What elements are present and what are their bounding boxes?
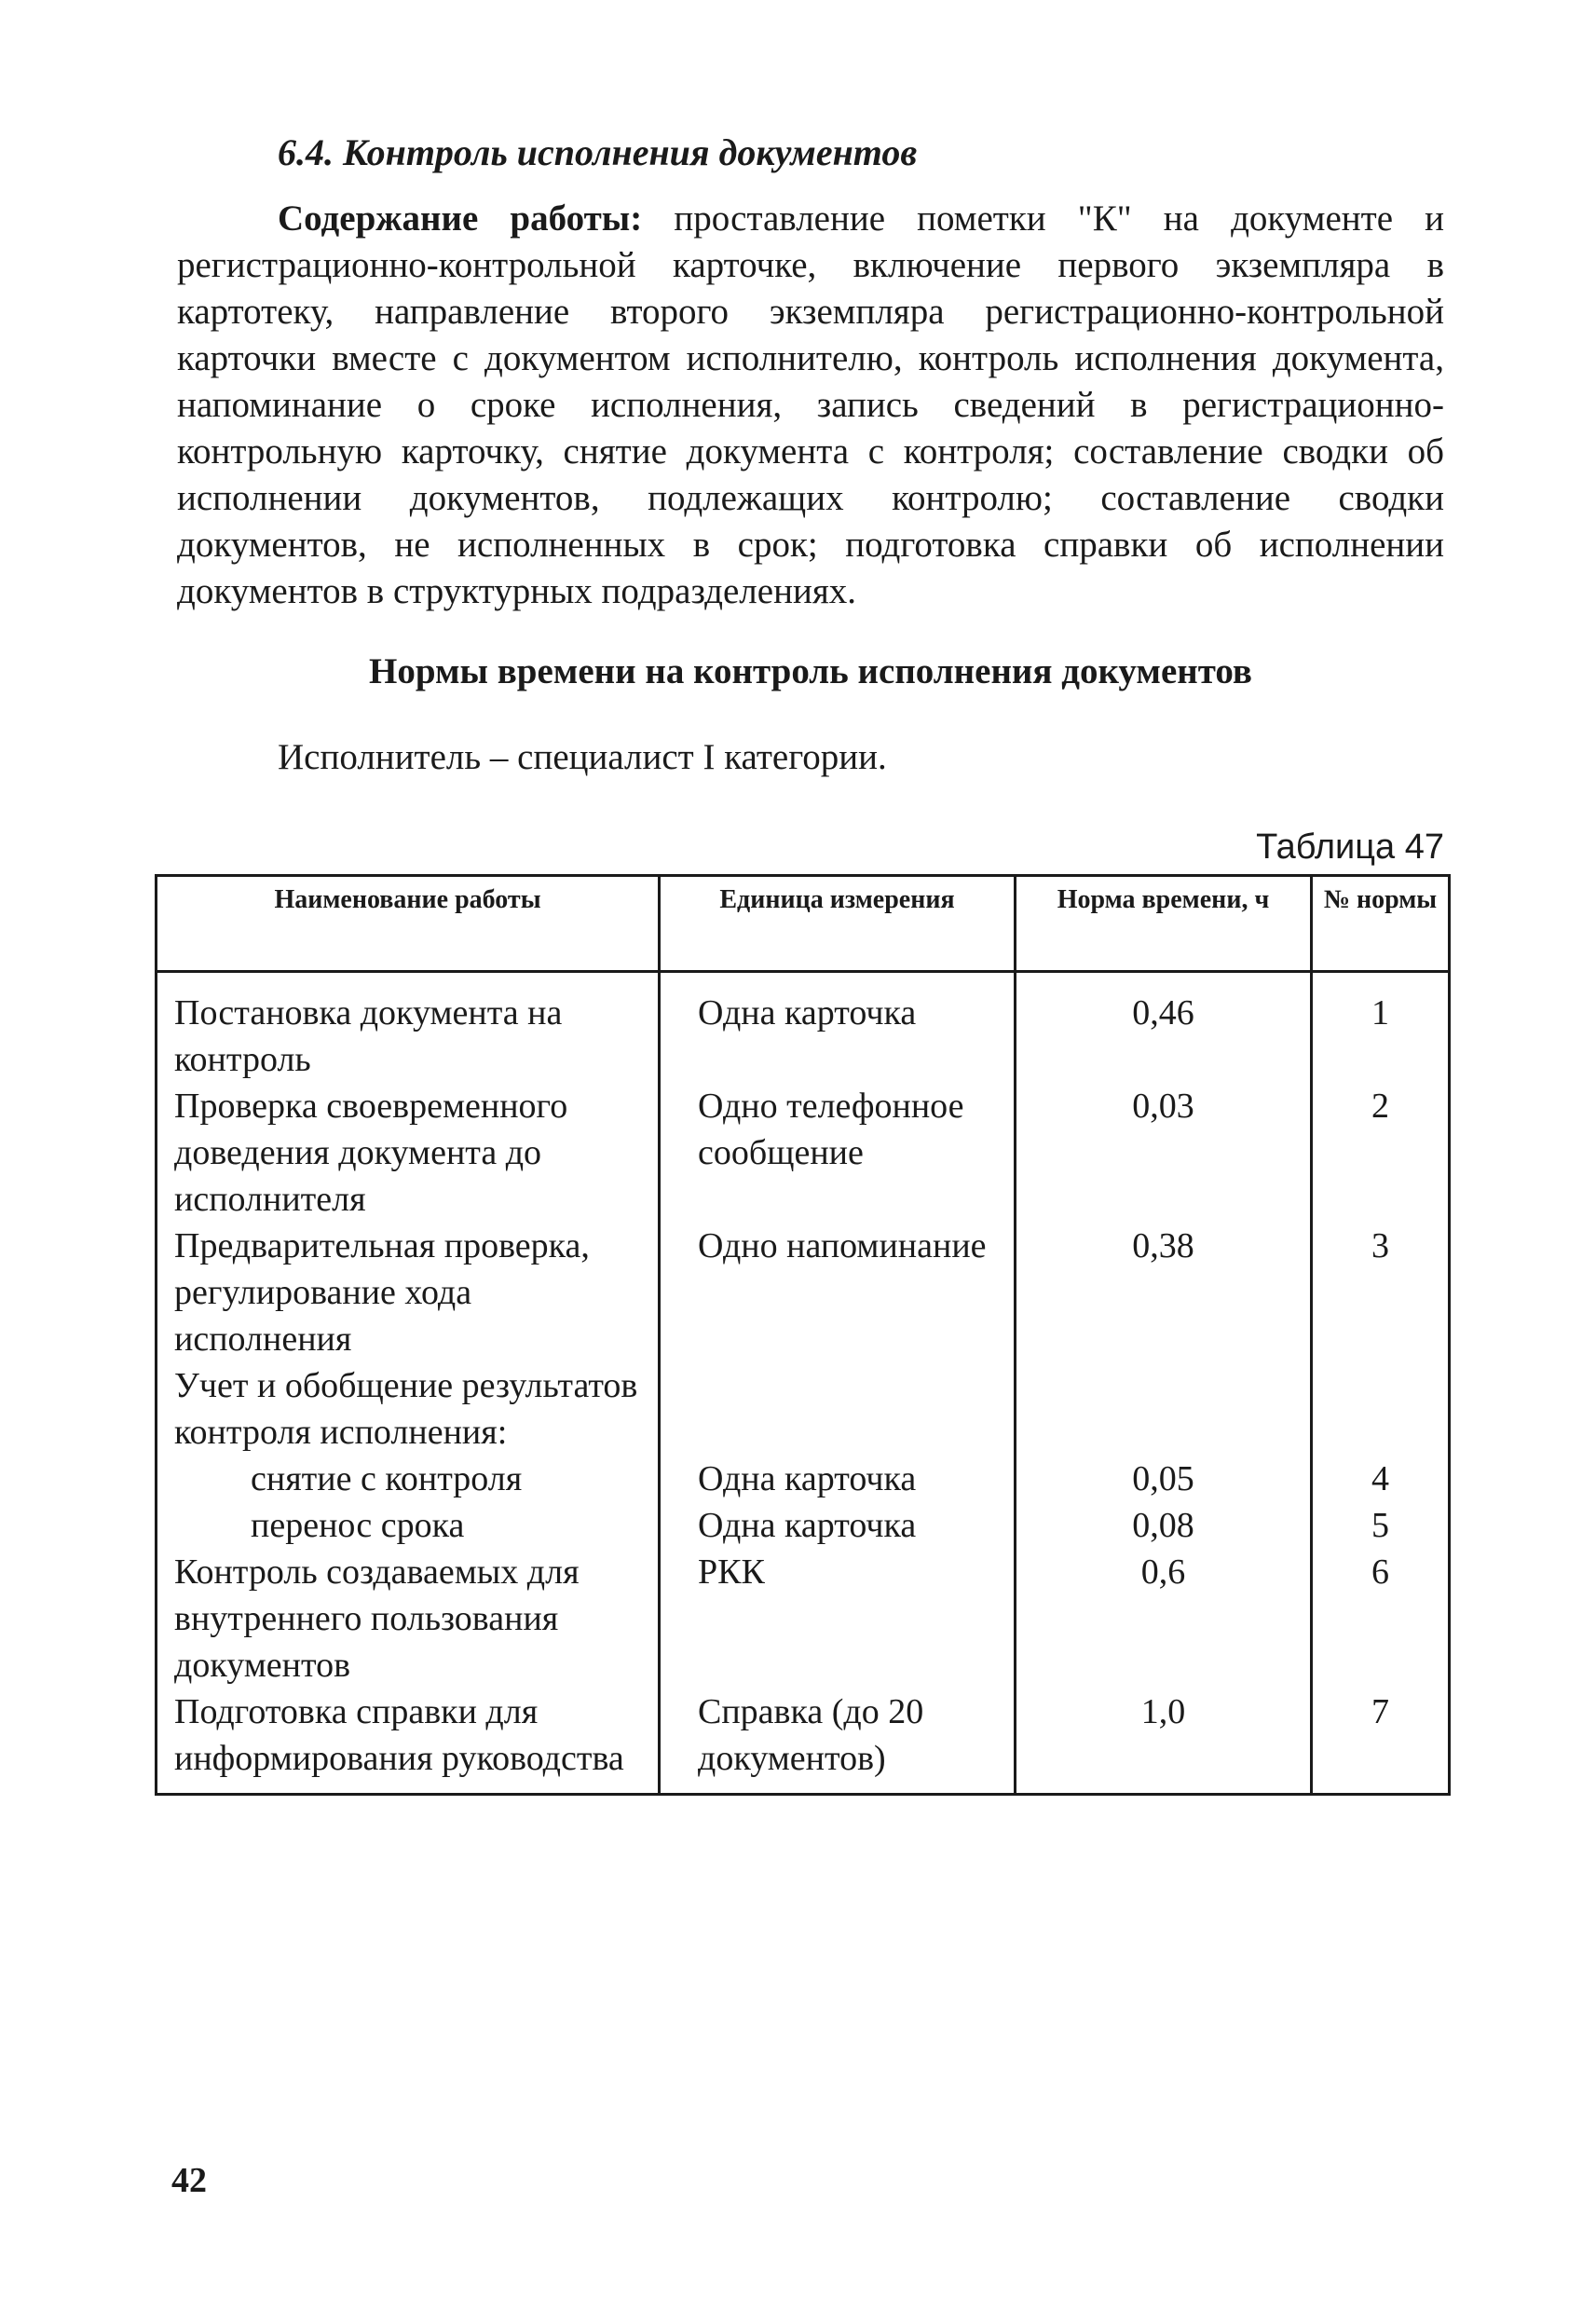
header-work-name: Наименование работы xyxy=(157,876,660,972)
time-norm-cell: 0,05 xyxy=(1016,1456,1312,1502)
unit-cell: Справка (до 20 документов) xyxy=(660,1689,1016,1795)
unit-cell: Одна карточка xyxy=(660,972,1016,1084)
unit-cell xyxy=(660,1362,1016,1456)
table-row xyxy=(157,972,1450,1084)
unit-cell: РКК xyxy=(660,1549,1016,1689)
time-norm-cell: 0,46 xyxy=(1016,972,1312,1084)
work-name-cell: Контроль создаваемых для внутреннего пользования документов xyxy=(157,1549,660,1689)
norm-number-cell: 6 xyxy=(1312,1549,1450,1689)
header-time-norm: Норма времени, ч xyxy=(1016,876,1312,972)
header-norm-number: № нормы xyxy=(1312,876,1450,972)
work-name-cell: Проверка своевременного доведения документа до исполнителя xyxy=(157,1083,660,1223)
norm-number-cell: 2 xyxy=(1312,1083,1450,1223)
table-row xyxy=(157,1362,1450,1456)
time-norm-cell: 0,03 xyxy=(1016,1083,1312,1223)
work-name-cell: перенос срока xyxy=(157,1502,660,1549)
table-header-row xyxy=(157,876,1450,972)
norm-number-cell: 7 xyxy=(1312,1689,1450,1795)
norm-number-cell: 5 xyxy=(1312,1502,1450,1549)
table-row xyxy=(157,1223,1450,1362)
table-row xyxy=(157,1689,1450,1795)
table-caption: Таблица 47 xyxy=(1256,827,1444,867)
executor-line: Исполнитель – специалист I категории. xyxy=(278,737,887,777)
norm-number-cell: 4 xyxy=(1312,1456,1450,1502)
section-title: 6.4. Контроль исполнения документов xyxy=(278,131,918,173)
work-name-cell: снятие с контроля xyxy=(157,1456,660,1502)
table-row xyxy=(157,1456,1450,1502)
norm-number-cell xyxy=(1312,1362,1450,1456)
table-row xyxy=(157,1083,1450,1223)
work-name-cell: Учет и обобщение результатов контроля исполнения: xyxy=(157,1362,660,1456)
work-content-paragraph xyxy=(177,196,1444,615)
norm-number-cell: 1 xyxy=(1312,972,1450,1084)
table-row xyxy=(157,1502,1450,1549)
unit-cell: Одно телефонное сообщение xyxy=(660,1083,1016,1223)
unit-cell: Одна карточка xyxy=(660,1456,1016,1502)
table-row xyxy=(157,1549,1450,1689)
time-norm-cell: 0,6 xyxy=(1016,1549,1312,1689)
work-name-cell: Подготовка справки для информирования руководства xyxy=(157,1689,660,1795)
time-norm-cell: 0,38 xyxy=(1016,1223,1312,1362)
header-unit: Единица измерения xyxy=(660,876,1016,972)
norms-heading: Нормы времени на контроль исполнения документов xyxy=(369,651,1252,691)
work-content-lead: Содержание работы: xyxy=(278,198,643,239)
time-norm-cell: 0,08 xyxy=(1016,1502,1312,1549)
norm-number-cell: 3 xyxy=(1312,1223,1450,1362)
work-name-cell: Предварительная проверка, регулирование хода исполнения xyxy=(157,1223,660,1362)
norms-table xyxy=(155,874,1451,1796)
time-norm-cell xyxy=(1016,1362,1312,1456)
work-name-cell: Постановка документа на контроль xyxy=(157,972,660,1084)
page-number: 42 xyxy=(171,2161,207,2200)
unit-cell: Одна карточка xyxy=(660,1502,1016,1549)
unit-cell: Одно напоминание xyxy=(660,1223,1016,1362)
time-norm-cell: 1,0 xyxy=(1016,1689,1312,1795)
work-content-text: проставление пометки "К" на документе и регистрационно-контрольной карточке, включение первого экземпляра в картотеку, направление второго экземпляра регистрационно-контрольной карточки вместе с документом исполнителю, контроль исполнения документа, напоминание о сроке исполнения, запись сведений в регистрационно-контрольную карточку, снятие документа с контроля; составление сводки об исполнении документов, подлежащих контролю; составление сводки документов, не исполненных в срок; подготовка справки об исполнении документов в структурных подразделениях. xyxy=(177,198,1445,611)
